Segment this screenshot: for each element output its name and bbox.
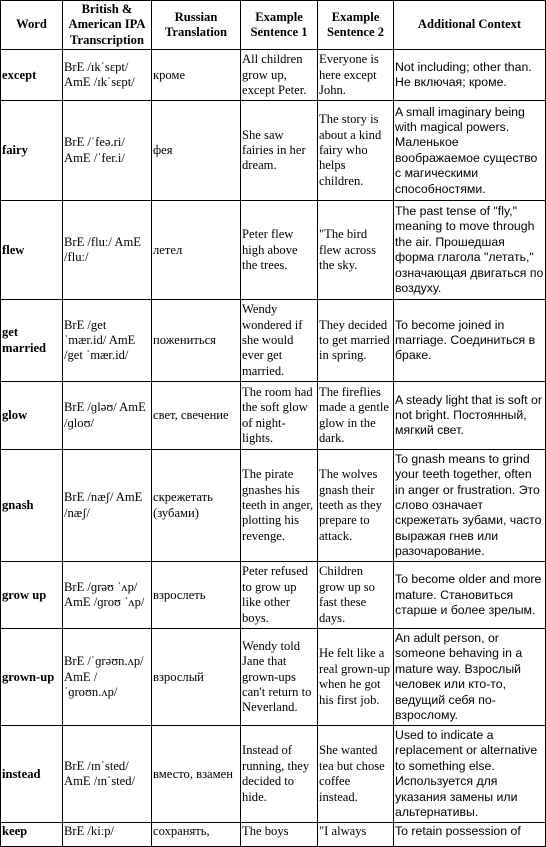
ipa-cell: BrE /ɪkˈsɛpt/ AmE /ɪkˈsɛpt/	[63, 50, 152, 101]
russian-cell: летел	[152, 201, 241, 300]
header-row	[1, 1, 546, 50]
example-1-cell: Peter refused to grow up like other boys.	[241, 562, 318, 629]
russian-cell: фея	[152, 101, 241, 201]
word-cell: keep	[1, 823, 63, 847]
context-cell: Used to indicate a replacement or alternative to something else. Используется для указания замены или альтернативы.	[394, 726, 546, 823]
russian-cell: свет, свечение	[152, 382, 241, 450]
header-example-2: Example Sentence 2	[318, 1, 394, 50]
context-cell: A steady light that is soft or not bright. Постоянный, мягкий свет.	[394, 382, 546, 450]
example-1-cell: She saw fairies in her dream.	[241, 101, 318, 201]
example-2-cell: "The bird flew across the sky.	[318, 201, 394, 300]
ipa-cell: BrE /ˈfeə.ri/ AmE /ˈfer.i/	[63, 101, 152, 201]
example-2-cell: The fireflies made a gentle glow in the dark.	[318, 382, 394, 450]
table-row	[1, 629, 546, 726]
header-word: Word	[1, 1, 63, 50]
word-cell: instead	[1, 726, 63, 823]
example-2-cell: The story is about a kind fairy who helps children.	[318, 101, 394, 201]
example-2-cell: She wanted tea but chose coffee instead.	[318, 726, 394, 823]
example-1-cell: Instead of running, they decided to hide.	[241, 726, 318, 823]
example-2-cell: They decided to get married in spring.	[318, 300, 394, 382]
context-cell: To become joined in marriage. Соединиться в браке.	[394, 300, 546, 382]
context-cell: To become older and more mature. Становиться старше и более зрелым.	[394, 562, 546, 629]
word-cell: fairy	[1, 101, 63, 201]
table-row	[1, 823, 546, 847]
context-cell: To gnash means to grind your teeth together, often in anger or frustration. Это слово означает скрежетать зубами, часто выражая гнев или разочарование.	[394, 450, 546, 562]
ipa-cell: BrE /ɡləʊ/ AmE /ɡloʊ/	[63, 382, 152, 450]
context-cell: Not including; other than. Не включая; кроме.	[394, 50, 546, 101]
table-row	[1, 726, 546, 823]
example-2-cell: Children grow up so fast these days.	[318, 562, 394, 629]
table-row	[1, 50, 546, 101]
context-cell: The past tense of "fly," meaning to move through the air. Прошедшая форма глагола "летать," означающая двигаться по воздуху.	[394, 201, 546, 300]
word-cell: except	[1, 50, 63, 101]
russian-cell: кроме	[152, 50, 241, 101]
example-2-cell: He felt like a real grown-up when he got his first job.	[318, 629, 394, 726]
example-1-cell: The room had the soft glow of night-lights.	[241, 382, 318, 450]
header-example-1: Example Sentence 1	[241, 1, 318, 50]
header-context: Additional Context	[394, 1, 546, 50]
russian-cell: взрослый	[152, 629, 241, 726]
word-cell: get married	[1, 300, 63, 382]
table-row	[1, 450, 546, 562]
russian-cell: вместо, взамен	[152, 726, 241, 823]
example-2-cell: Everyone is here except John.	[318, 50, 394, 101]
example-2-cell: The wolves gnash their teeth as they prepare to attack.	[318, 450, 394, 562]
example-1-cell: The pirate gnashes his teeth in anger, plotting his revenge.	[241, 450, 318, 562]
russian-cell: взрослеть	[152, 562, 241, 629]
word-cell: gnash	[1, 450, 63, 562]
ipa-cell: BrE /ɡrəʊ ˈʌp/ AmE /ɡroʊ ˈʌp/	[63, 562, 152, 629]
ipa-cell: BrE /kiːp/	[63, 823, 152, 847]
example-1-cell: Wendy wondered if she would ever get married.	[241, 300, 318, 382]
russian-cell: сохранять,	[152, 823, 241, 847]
word-cell: glow	[1, 382, 63, 450]
example-1-cell: Wendy told Jane that grown-ups can't return to Neverland.	[241, 629, 318, 726]
ipa-cell: BrE /fluː/ AmE /fluː/	[63, 201, 152, 300]
context-cell: To retain possession of	[394, 823, 546, 847]
word-cell: grown-up	[1, 629, 63, 726]
ipa-cell: BrE /ˈɡrəʊn.ʌp/ AmE /ˈɡroʊn.ʌp/	[63, 629, 152, 726]
example-1-cell: The boys	[241, 823, 318, 847]
example-1-cell: Peter flew high above the trees.	[241, 201, 318, 300]
table-row	[1, 300, 546, 382]
russian-cell: пожениться	[152, 300, 241, 382]
example-2-cell: "I always	[318, 823, 394, 847]
example-1-cell: All children grow up, except Peter.	[241, 50, 318, 101]
header-ipa: British & American IPA Transcription	[63, 1, 152, 50]
header-russian: Russian Translation	[152, 1, 241, 50]
ipa-cell: BrE /get ˈmær.id/ AmE /get ˈmær.id/	[63, 300, 152, 382]
word-cell: grow up	[1, 562, 63, 629]
context-cell: An adult person, or someone behaving in a mature way. Взрослый человек или кто-то, ведущий себя по-взрослому.	[394, 629, 546, 726]
ipa-cell: BrE /næʃ/ AmE /næʃ/	[63, 450, 152, 562]
russian-cell: скрежетать (зубами)	[152, 450, 241, 562]
table-row	[1, 382, 546, 450]
table-row	[1, 101, 546, 201]
context-cell: A small imaginary being with magical powers. Маленькое воображаемое существо с магическими способностями.	[394, 101, 546, 201]
word-cell: flew	[1, 201, 63, 300]
ipa-cell: BrE /ɪnˈsted/ AmE /ɪnˈsted/	[63, 726, 152, 823]
table-row	[1, 201, 546, 300]
table-row	[1, 562, 546, 629]
